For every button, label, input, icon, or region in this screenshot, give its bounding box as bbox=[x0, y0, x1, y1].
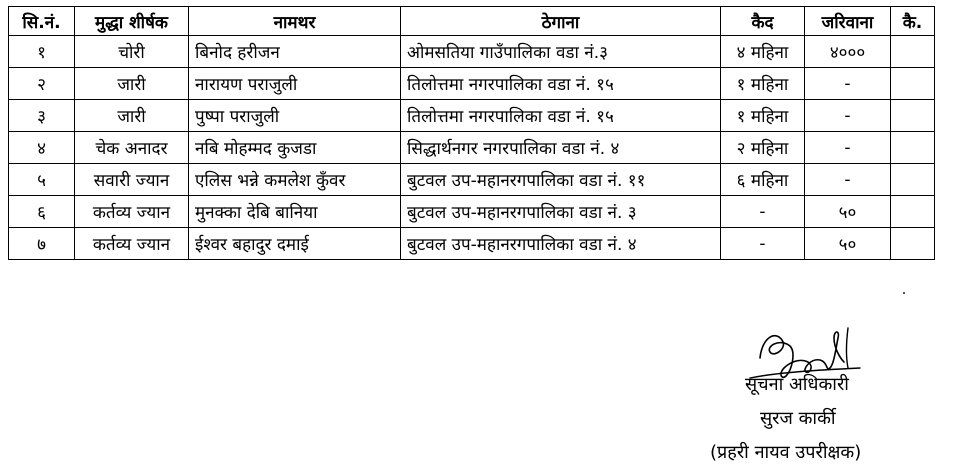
cell-remarks bbox=[891, 228, 935, 260]
table-row bbox=[9, 164, 935, 196]
cell-name: एलिस भन्ने कमलेश कुँवर bbox=[189, 164, 401, 196]
table-row bbox=[9, 68, 935, 100]
cell-fine: - bbox=[805, 100, 891, 132]
cell-sn: ५ bbox=[9, 164, 75, 196]
cell-fine: ५० bbox=[805, 196, 891, 228]
table-row bbox=[9, 228, 935, 260]
cell-sn: ७ bbox=[9, 228, 75, 260]
cell-sn: ६ bbox=[9, 196, 75, 228]
cell-jail: - bbox=[721, 228, 805, 260]
cell-address: बुटवल उप-महानरगपालिका वडा नं. ३ bbox=[401, 196, 721, 228]
cell-case: जारी bbox=[75, 68, 189, 100]
cell-jail: १ महिना bbox=[721, 68, 805, 100]
cell-remarks bbox=[891, 196, 935, 228]
cell-fine: - bbox=[805, 68, 891, 100]
cell-fine: ५० bbox=[805, 228, 891, 260]
table-row bbox=[9, 132, 935, 164]
header-fine: जरिवाना bbox=[805, 7, 891, 36]
header-name: नामथर bbox=[189, 7, 401, 36]
cell-remarks bbox=[891, 68, 935, 100]
cell-name: बिनोद हरीजन bbox=[189, 36, 401, 68]
cell-fine: - bbox=[805, 132, 891, 164]
cell-remarks bbox=[891, 164, 935, 196]
cell-address: बुटवल उप-महानरगपालिका वडा नं. ४ bbox=[401, 228, 721, 260]
cell-jail: २ महिना bbox=[721, 132, 805, 164]
cell-name: नबि मोहम्मद कुजडा bbox=[189, 132, 401, 164]
header-remarks: कै. bbox=[891, 7, 935, 36]
table-row bbox=[9, 36, 935, 68]
cell-remarks bbox=[891, 132, 935, 164]
cell-name: ईश्वर बहादुर दमाई bbox=[189, 228, 401, 260]
cell-jail: ४ महिना bbox=[721, 36, 805, 68]
cell-case: चेक अनादर bbox=[75, 132, 189, 164]
cell-fine: - bbox=[805, 164, 891, 196]
cell-jail: ६ महिना bbox=[721, 164, 805, 196]
cell-address: ओमसतिया गाउँपालिका वडा नं.३ bbox=[401, 36, 721, 68]
cell-sn: ३ bbox=[9, 100, 75, 132]
cell-address: सिद्धार्थनगर नगरपालिका वडा नं. ४ bbox=[401, 132, 721, 164]
header-jail: कैद bbox=[721, 7, 805, 36]
cell-fine: ४००० bbox=[805, 36, 891, 68]
cell-address: तिलोत्तमा नगरपालिका वडा नं. १५ bbox=[401, 100, 721, 132]
cell-case: सवारी ज्यान bbox=[75, 164, 189, 196]
cell-sn: ४ bbox=[9, 132, 75, 164]
signatory-rank: (प्रहरी नायव उपरीक्षक) bbox=[710, 442, 862, 463]
cell-jail: १ महिना bbox=[721, 100, 805, 132]
cell-name: पुष्पा पराजुली bbox=[189, 100, 401, 132]
header-address: ठेगाना bbox=[401, 7, 721, 36]
cell-case: जारी bbox=[75, 100, 189, 132]
cell-name: मुनक्का देबि बानिया bbox=[189, 196, 401, 228]
cell-name: नारायण पराजुली bbox=[189, 68, 401, 100]
signatory-name: सुरज कार्की bbox=[760, 408, 836, 429]
cell-jail: - bbox=[721, 196, 805, 228]
header-case: मुद्धा शीर्षक bbox=[75, 7, 189, 36]
table-header-row bbox=[9, 7, 935, 36]
records-table bbox=[8, 6, 935, 260]
cell-sn: २ bbox=[9, 68, 75, 100]
cell-address: बुटवल उप-महानरगपालिका वडा नं. ११ bbox=[401, 164, 721, 196]
cell-sn: १ bbox=[9, 36, 75, 68]
table-row bbox=[9, 196, 935, 228]
cell-remarks bbox=[891, 36, 935, 68]
header-sn: सि.नं. bbox=[9, 7, 75, 36]
cell-case: चोरी bbox=[75, 36, 189, 68]
stray-dot bbox=[903, 292, 905, 294]
cell-address: तिलोत्तमा नगरपालिका वडा नं. १५ bbox=[401, 68, 721, 100]
signatory-title: सूचना अधिकारी bbox=[745, 374, 849, 395]
cell-remarks bbox=[891, 100, 935, 132]
cell-case: कर्तव्य ज्यान bbox=[75, 196, 189, 228]
cell-case: कर्तव्य ज्यान bbox=[75, 228, 189, 260]
table-row bbox=[9, 100, 935, 132]
